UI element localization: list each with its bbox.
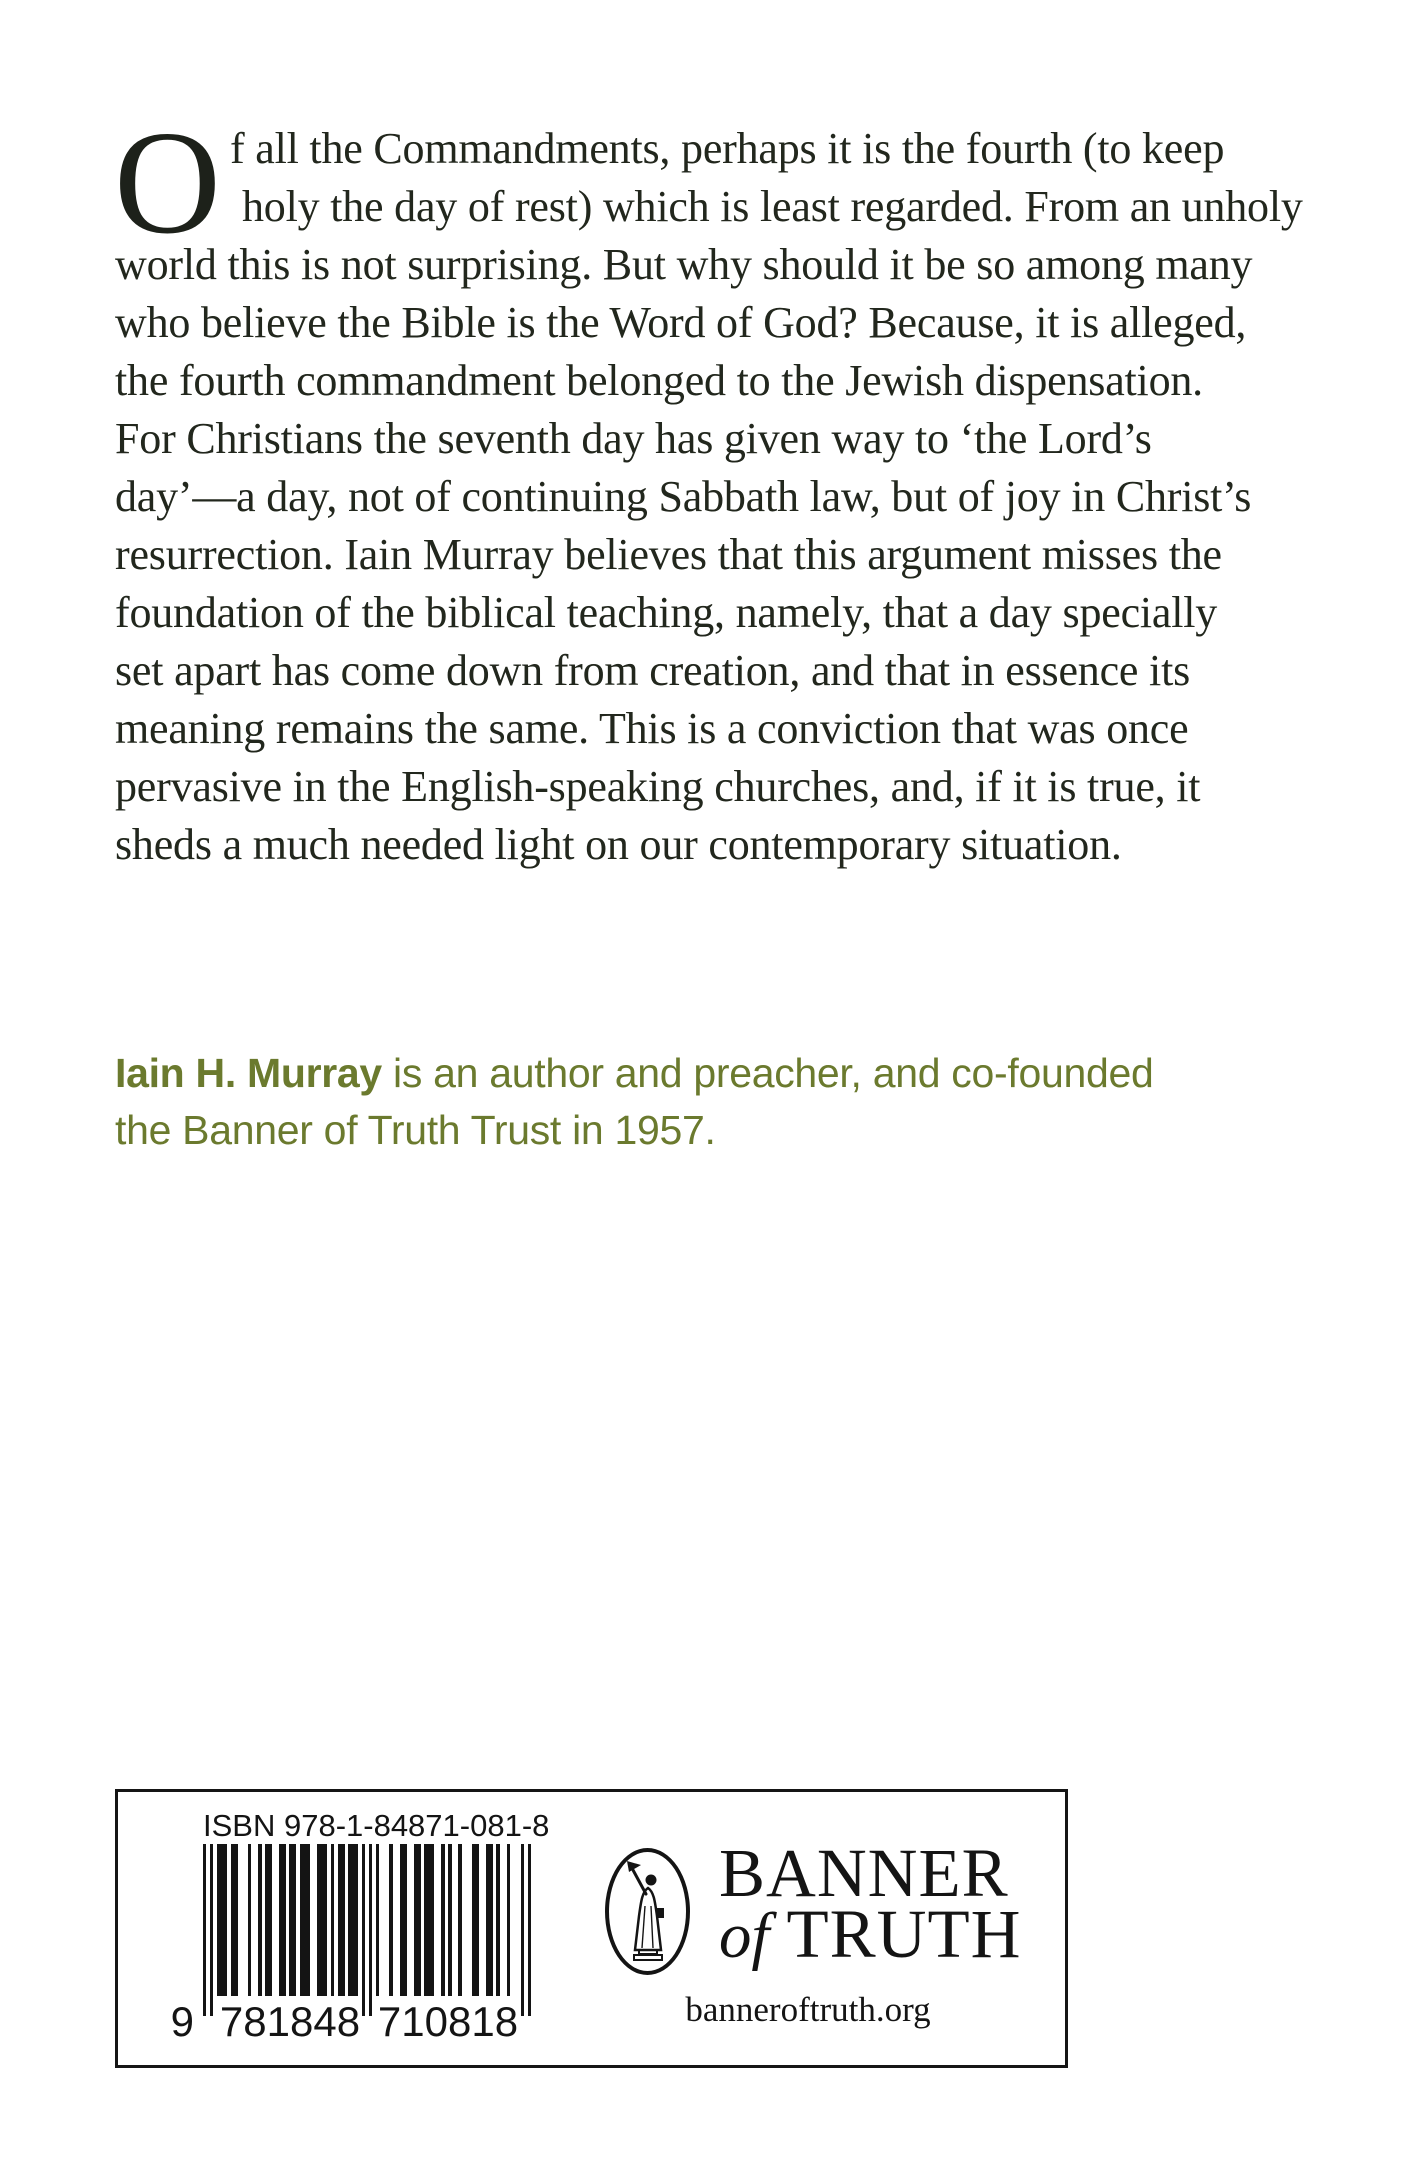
blurb-line: pervasive in the English-speaking churches, and, if it is true, it [115, 762, 1201, 811]
barcode-bar [338, 1844, 345, 1996]
barcode-bar [348, 1844, 358, 1996]
author-bio-text: is an author and preacher, and co-founded [381, 1050, 1154, 1096]
barcode-bar [486, 1844, 493, 1996]
barcode [203, 1844, 531, 2016]
blurb-line: holy the day of rest) which is least regarded. From an unholy [242, 182, 1303, 231]
barcode-bar [203, 1844, 206, 2016]
barcode-bar [369, 1844, 372, 2016]
blurb-line: who believe the Bible is the Word of God? Because, it is alleged, [115, 298, 1247, 347]
barcode-bar [248, 1844, 251, 1996]
barcode-bar [265, 1844, 272, 1996]
barcode-bar [441, 1844, 444, 1996]
preacher-figure-icon [618, 1858, 678, 1966]
barcode-bar [376, 1844, 379, 1996]
barcode-bar [414, 1844, 421, 1996]
blurb-line: set apart has come down from creation, and that in essence its [115, 646, 1191, 695]
barcode-bar [289, 1844, 296, 1996]
banner-of-truth-logo [605, 1848, 690, 1975]
barcode-bar [448, 1844, 451, 1996]
isbn-publisher-panel [115, 1789, 1068, 2068]
author-bio [115, 1045, 1215, 1159]
publisher-name [719, 1835, 1022, 1972]
barcode-bar [507, 1844, 510, 1996]
publisher-name-line1: BANNER [719, 1835, 1009, 1911]
back-cover-blurb [115, 120, 1375, 874]
barcode-bar [521, 1844, 524, 2016]
barcode-bar [528, 1844, 531, 2016]
barcode-bar [331, 1844, 334, 1996]
blurb-line: meaning remains the same. This is a conviction that was once [115, 704, 1189, 753]
barcode-bar [389, 1844, 392, 1996]
isbn-number-label: ISBN 978-1-84871-081-8 [203, 1808, 550, 1843]
barcode-bar [300, 1844, 310, 1996]
barcode-bar [400, 1844, 407, 1996]
barcode-bar [317, 1844, 327, 1996]
barcode-bar [496, 1844, 499, 1996]
blurb-line: day’—a day, not of continuing Sabbath law, but of joy in Christ’s [115, 472, 1252, 521]
publisher-name-line2 [719, 1896, 1022, 1972]
publisher-of-word: of [719, 1900, 770, 1972]
barcode-bar [231, 1844, 238, 1996]
blurb-line: the fourth commandment belonged to the Jewish dispensation. [115, 356, 1203, 405]
barcode-bar [424, 1844, 434, 1996]
barcode-bar [210, 1844, 213, 2016]
barcode-bar [472, 1844, 479, 1996]
barcode-bar [362, 1844, 365, 2016]
publisher-truth-word: TRUTH [786, 1896, 1022, 1972]
blurb-line: f all the Commandments, perhaps it is the fourth (to keep [230, 124, 1225, 173]
barcode-bar [217, 1844, 227, 1996]
barcode-bar [458, 1844, 461, 1996]
blurb-line: foundation of the biblical teaching, namely, that a day specially [115, 588, 1218, 637]
publisher-website: banneroftruth.org [685, 1990, 931, 2029]
barcode-digits-group1: 781848 [219, 1998, 361, 2045]
author-bio-line [115, 1045, 1215, 1102]
barcode-bar [279, 1844, 286, 1996]
blurb-line: For Christians the seventh day has given way to ‘the Lord’s [115, 414, 1152, 463]
barcode-bar [258, 1844, 261, 1996]
blurb-line: world this is not surprising. But why should it be so among many [115, 240, 1253, 289]
author-name: Iain H. Murray [115, 1050, 382, 1096]
author-bio-line: the Banner of Truth Trust in 1957. [115, 1107, 716, 1153]
blurb-line: sheds a much needed light on our contemporary situation. [115, 820, 1122, 869]
barcode-digits-group2: 710818 [377, 1998, 519, 2045]
drop-cap: O [114, 101, 221, 265]
barcode-digit-leading: 9 [170, 1998, 194, 2045]
blurb-line: resurrection. Iain Murray believes that this argument misses the [115, 530, 1222, 579]
